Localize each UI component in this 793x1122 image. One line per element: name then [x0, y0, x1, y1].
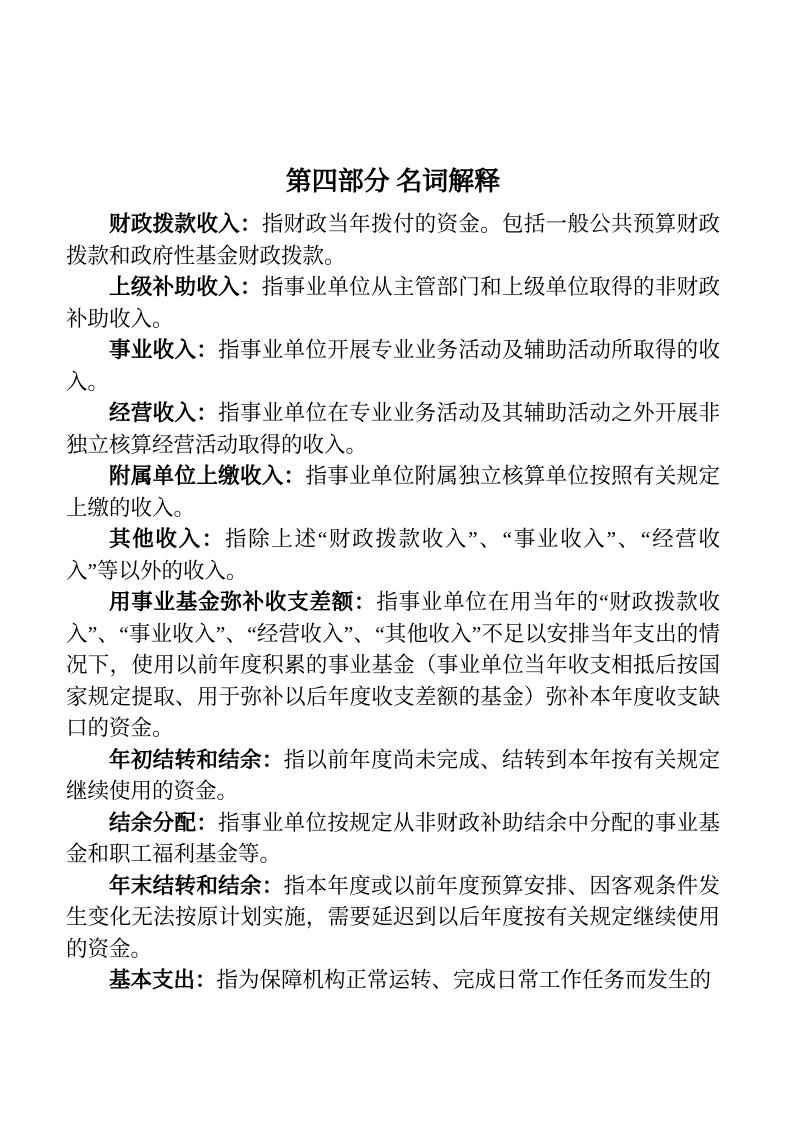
- term-label: 财政拨款收入：: [109, 212, 262, 236]
- term-label: 经营收入：: [109, 401, 219, 425]
- term-definition: 指事业单位在专业业务活动及其辅助活动之外开展非独立核算经营活动取得的收入。: [66, 401, 720, 457]
- term-definition: 指事业单位从主管部门和上级单位取得的非财政补助收入。: [66, 275, 720, 331]
- term-label: 事业收入：: [109, 338, 219, 362]
- definition-paragraph: [66, 398, 720, 461]
- page-title: 第四部分 名词解释: [285, 167, 501, 196]
- term-definition: 指事业单位附属独立核算单位按照有关规定上缴的收入。: [66, 464, 720, 520]
- definition-paragraph: [66, 209, 720, 272]
- definition-paragraph: [66, 461, 720, 524]
- term-definition: 指事业单位按规定从非财政补助结余中分配的事业基金和职工福利基金等。: [66, 810, 720, 866]
- definition-paragraph: [66, 745, 720, 808]
- term-label: 用事业基金弥补收支差额：: [109, 590, 377, 614]
- term-label: 其他收入：: [109, 527, 225, 551]
- term-label: 结余分配：: [109, 810, 219, 835]
- definition-paragraph: [66, 965, 720, 997]
- term-definition: 指为保障机构正常运转、完成日常工作任务而发生的: [216, 968, 712, 992]
- term-definition: 指本年度或以前年度预算安排、因客观条件发生变化无法按原计划实施，需要延迟到以后年度按有关规定继续使用的资金。: [66, 873, 720, 961]
- term-label: 附属单位上缴收入：: [109, 464, 306, 488]
- term-definition: 指事业单位开展专业业务活动及辅助活动所取得的收入。: [66, 338, 720, 394]
- term-definition: 指除上述“财政拨款收入”、“事业收入”、“经营收入”等以外的收入。: [66, 527, 720, 583]
- definition-paragraph: [66, 272, 720, 335]
- term-definition: 指财政当年拨付的资金。包括一般公共预算财政拨款和政府性基金财政拨款。: [66, 212, 720, 268]
- term-label: 基本支出：: [109, 968, 217, 992]
- term-label: 上级补助收入：: [109, 275, 262, 299]
- definition-paragraph: [66, 335, 720, 398]
- term-definition: 指以前年度尚未完成、结转到本年按有关规定继续使用的资金。: [66, 747, 720, 803]
- term-label: 年末结转和结余：: [109, 873, 284, 898]
- definition-paragraph: [66, 808, 720, 871]
- definition-paragraph: [66, 587, 720, 745]
- definition-paragraph: [66, 524, 720, 587]
- term-definition: 指事业单位在用当年的“财政拨款收入”、“事业收入”、“经营收入”、“其他收入”不足以安排当年支出的情况下，使用以前年度积累的事业基金（事业单位当年收支相抵后按国家规定提取、用于弥补以后年度收支差额的基金）弥补本年度收支缺口的资金。: [66, 590, 720, 740]
- document-body: [66, 209, 720, 997]
- definition-paragraph: [66, 871, 720, 966]
- term-label: 年初结转和结余：: [109, 747, 284, 772]
